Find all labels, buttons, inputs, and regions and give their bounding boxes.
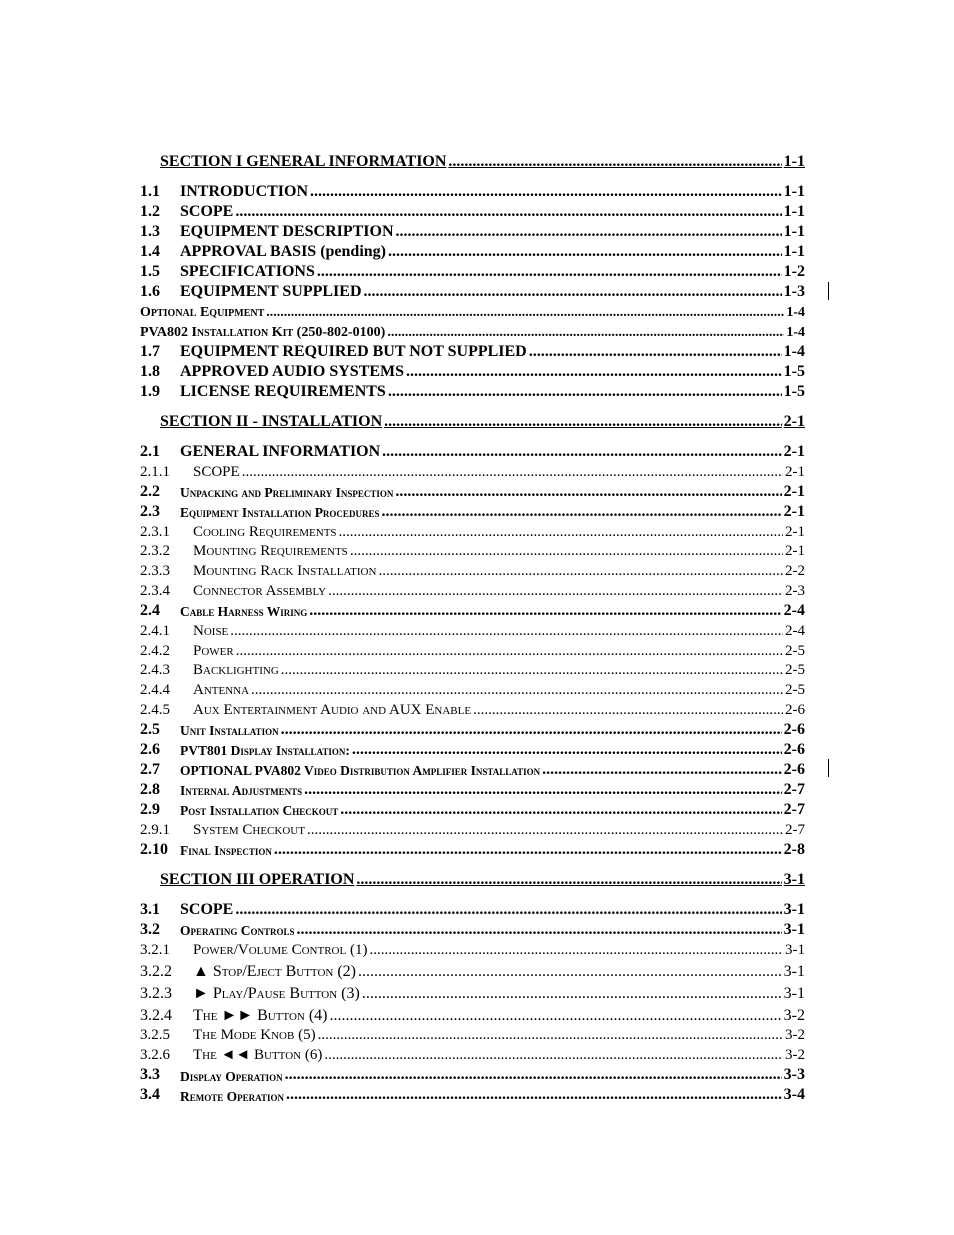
toc-entry-number: 1.4 [140,243,160,260]
toc-entry-page: 1-1 [783,203,805,220]
toc-entry[interactable] [140,320,805,340]
toc-entry-number: 1.6 [140,283,160,300]
toc-entry-page: 1-3 [783,283,805,300]
dot-leader [384,414,782,430]
toc-entry-title: SECTION III OPERATION [160,870,355,888]
toc-entry-number: 2.3.1 [140,523,170,540]
toc-entry[interactable] [140,599,805,619]
toc-entry-number: 2.3.4 [140,582,170,599]
dot-leader [352,742,782,758]
dot-leader [286,1087,782,1103]
toc-entry-page: 2-2 [785,563,805,580]
toc-entry-number: 2.5 [140,720,160,738]
toc-entry-page: 3-1 [783,984,805,1002]
toc-entry-page: 2-6 [783,740,805,758]
dot-leader [318,1028,783,1043]
toc-entry[interactable] [140,410,805,430]
dot-leader [285,1067,782,1083]
toc-entry-page: 1-1 [783,183,805,200]
dot-leader [387,326,784,340]
dot-leader [396,224,782,240]
toc-entry[interactable] [140,818,805,838]
toc-entry[interactable] [140,540,805,560]
toc-entry-title: Final Inspection [180,843,272,859]
toc-entry-page: 3-2 [783,1006,805,1024]
toc-entry-page: 2-1 [785,463,805,480]
toc-entry-page: 2-1 [783,482,805,500]
toc-entry-title: Remote Operation [180,1088,284,1104]
table-of-contents [140,148,805,1103]
toc-entry[interactable] [140,520,805,540]
dot-leader [310,184,782,200]
toc-entry-page: 1-4 [786,305,805,320]
toc-entry[interactable] [140,798,805,818]
toc-entry[interactable] [140,718,805,738]
toc-entry-number: 2.3.2 [140,543,170,560]
dot-leader [274,842,782,858]
toc-entry-title: Cooling Requirements [193,523,337,540]
toc-entry[interactable] [140,1024,805,1044]
toc-entry-page: 3-2 [785,1047,805,1064]
toc-entry-page: 1-1 [783,243,805,260]
toc-entry-page: 2-1 [783,413,805,430]
toc-entry-page: 1-1 [783,153,805,170]
dot-leader [448,154,781,170]
toc-entry-number: 3.2 [140,920,160,938]
toc-entry-number: 2.4 [140,601,160,619]
toc-entry-page: 3-2 [785,1027,805,1044]
dot-leader [317,264,782,280]
toc-entry-title: Equipment Installation Procedures [180,505,380,521]
dot-leader [304,782,782,798]
toc-entry-title: Backlighting [193,662,279,679]
dot-leader [307,823,783,838]
toc-entry-page: 3-1 [783,920,805,938]
toc-entry-title: ► Play/Pause Button (3) [193,984,360,1002]
toc-entry-number: 2.9.1 [140,821,170,838]
dot-leader [542,762,782,778]
dot-leader [296,922,781,938]
toc-entry-title: PVA802 Installation Kit (250-802-0100) [140,325,386,340]
toc-entry-page: 2-6 [785,701,805,718]
toc-entry-page: 2-6 [783,720,805,738]
toc-entry-number: 1.9 [140,383,160,400]
toc-entry-title: Operating Controls [180,923,295,939]
toc-entry-number: 3.2.1 [140,941,170,958]
toc-entry[interactable] [140,898,805,918]
toc-entry-title: SCOPE [193,463,240,480]
toc-entry-page: 3-3 [783,1066,805,1084]
toc-entry-number: 2.4.4 [140,682,170,699]
toc-entry-title: The ►► Button (4) [193,1006,328,1024]
dot-leader [328,584,783,599]
toc-entry-title: Unpacking and Preliminary Inspection [180,485,394,501]
dot-leader [362,986,782,1002]
toc-entry-title: LICENSE REQUIREMENTS [180,383,386,400]
toc-entry-number: 1.8 [140,363,160,380]
toc-entry-number: 3.2.4 [140,1006,172,1024]
toc-entry-title: Internal Adjustments [180,783,303,799]
toc-entry-page: 1-1 [783,223,805,240]
dot-leader [242,465,783,480]
toc-entry-page: 2-6 [783,760,805,778]
toc-entry-page: 3-1 [783,900,805,918]
dot-leader [381,504,781,520]
toc-entry-number: 2.1.1 [140,463,170,480]
toc-entry-title: Unit Installation [180,723,279,739]
toc-entry-number: 3.3 [140,1066,160,1084]
dot-leader [230,624,783,639]
toc-entry[interactable] [140,240,805,260]
dot-leader [378,564,783,579]
toc-entry-page: 2-5 [785,682,805,699]
toc-entry-number: 3.4 [140,1086,160,1104]
toc-entry-number: 2.7 [140,760,160,778]
dot-leader [235,902,781,918]
toc-entry[interactable] [140,280,805,300]
dot-leader [251,683,783,698]
toc-entry-title: System Checkout [193,821,305,838]
toc-entry-title: APPROVED AUDIO SYSTEMS [180,363,405,380]
toc-entry-page: 2-7 [783,780,805,798]
dot-leader [395,484,781,500]
toc-entry[interactable] [140,440,805,460]
toc-entry-number: 2.10 [140,840,168,858]
toc-entry-page: 3-4 [783,1086,805,1104]
toc-entry[interactable] [140,150,805,170]
toc-entry-page: 2-7 [785,821,805,838]
dot-leader [356,872,781,888]
toc-entry-number: 2.4.2 [140,642,170,659]
toc-entry-title: Power/Volume Control (1) [193,941,368,958]
toc-entry[interactable] [140,559,805,579]
toc-entry-title: Mounting Requirements [193,543,348,560]
toc-entry-page: 1-4 [786,325,805,340]
toc-entry-number: 2.3 [140,502,160,520]
toc-entry-page: 2-3 [785,582,805,599]
dot-leader [364,284,782,300]
toc-entry-number: 2.2 [140,482,160,500]
toc-entry-number: 2.9 [140,800,160,818]
toc-entry-number: 2.4.1 [140,622,170,639]
toc-entry-page: 2-4 [783,601,805,619]
toc-entry[interactable] [140,838,805,858]
toc-entry-number: 1.5 [140,263,160,280]
toc-entry-number: 2.6 [140,740,160,758]
toc-entry-title: EQUIPMENT DESCRIPTION [180,223,394,240]
toc-entry[interactable] [140,500,805,520]
toc-entry-page: 3-1 [785,941,805,958]
toc-entry[interactable] [140,260,805,280]
toc-entry-title: Cable Harness Wiring [180,604,308,620]
toc-entry-number: 3.2.3 [140,984,172,1002]
toc-entry[interactable] [140,1043,805,1063]
change-bar [828,282,829,300]
toc-entry-page: 2-5 [785,642,805,659]
toc-entry-page: 1-4 [783,343,805,360]
toc-entry-title: SECTION I GENERAL INFORMATION [160,153,447,170]
dot-leader [236,644,783,659]
toc-entry-page: 2-1 [785,543,805,560]
toc-entry-number: 3.1 [140,900,160,918]
toc-entry-title: Aux Entertainment Audio and AUX Enable [193,701,472,718]
toc-entry-page: 3-1 [783,870,805,888]
toc-entry-page: 2-1 [783,502,805,520]
toc-entry[interactable] [140,778,805,798]
toc-entry[interactable] [140,659,805,679]
toc-entry-title: OPTIONAL PVA802 Video Distribution Amplifier Installation [180,763,541,779]
toc-entry-page: 2-8 [783,840,805,858]
dot-leader [235,204,781,220]
dot-leader [406,364,782,380]
toc-entry[interactable] [140,360,805,380]
toc-entry[interactable] [140,639,805,659]
toc-entry-title: The ◄◄ Button (6) [193,1047,323,1064]
toc-entry-title: EQUIPMENT REQUIRED BUT NOT SUPPLIED [180,343,527,360]
dot-leader [358,964,782,980]
toc-entry-title: Connector Assembly [193,582,327,599]
dot-leader [340,802,781,818]
dot-leader [330,1008,782,1024]
toc-entry[interactable] [140,918,805,938]
toc-entry[interactable] [140,678,805,698]
toc-entry-number: 3.2.6 [140,1047,170,1064]
toc-entry[interactable] [140,958,805,980]
dot-leader [339,525,783,540]
toc-entry[interactable] [140,698,805,718]
toc-entry[interactable] [140,480,805,500]
toc-entry-page: 2-5 [785,662,805,679]
toc-entry[interactable] [140,579,805,599]
toc-entry[interactable] [140,340,805,360]
toc-entry-title: Post Installation Checkout [180,803,339,819]
dot-leader [266,306,784,320]
toc-entry[interactable] [140,758,805,778]
toc-entry-number: 2.4.3 [140,662,170,679]
toc-entry-number: 1.3 [140,223,160,240]
toc-entry[interactable] [140,1002,805,1024]
toc-entry-page: 1-5 [783,383,805,400]
toc-entry-title: ▲ Stop/Eject Button (2) [193,962,356,980]
change-bar [828,759,829,777]
toc-entry[interactable] [140,220,805,240]
toc-entry-title: SPECIFICATIONS [180,263,315,280]
toc-entry[interactable] [140,1083,805,1103]
toc-entry-page: 1-2 [783,263,805,280]
dot-leader [350,544,783,559]
dot-leader [309,603,781,619]
toc-entry-title: PVT801 Display Installation: [180,743,350,759]
toc-entry-title: Noise [193,622,229,639]
toc-entry-page: 1-5 [783,363,805,380]
toc-entry-page: 2-7 [783,800,805,818]
toc-entry-title: The Mode Knob (5) [193,1027,316,1044]
toc-entry-number: 2.3.3 [140,563,170,580]
toc-entry-number: 1.7 [140,343,160,360]
toc-entry-page: 3-1 [783,962,805,980]
toc-entry-number: 1.1 [140,183,160,200]
toc-entry-page: 2-1 [785,523,805,540]
toc-entry[interactable] [140,180,805,200]
dot-leader [388,244,782,260]
toc-entry-title: Display Operation [180,1068,283,1084]
toc-entry-title: Optional Equipment [140,305,265,320]
dot-leader [324,1048,783,1063]
dot-leader [369,943,783,958]
toc-entry[interactable] [140,938,805,958]
dot-leader [529,344,782,360]
toc-entry-number: 1.2 [140,203,160,220]
toc-entry-number: 2.1 [140,443,160,460]
dot-leader [388,384,782,400]
dot-leader [281,722,782,738]
toc-entry[interactable] [140,619,805,639]
toc-entry-number: 3.2.2 [140,962,172,980]
toc-entry-title: Antenna [193,682,250,699]
toc-entry-title: Power [193,642,234,659]
dot-leader [473,703,783,718]
toc-entry[interactable] [140,460,805,480]
toc-entry[interactable] [140,380,805,400]
toc-entry[interactable] [140,300,805,320]
dot-leader [382,444,782,460]
toc-entry-page: 2-4 [785,622,805,639]
toc-entry-number: 2.8 [140,780,160,798]
toc-entry-title: SCOPE [180,203,234,220]
toc-entry-title: SECTION II - INSTALLATION [160,413,383,430]
toc-entry-page: 2-1 [783,443,805,460]
toc-entry[interactable] [140,738,805,758]
toc-entry-number: 2.4.5 [140,701,170,718]
toc-entry-title: Mounting Rack Installation [193,563,377,580]
toc-entry[interactable] [140,1063,805,1083]
toc-entry[interactable] [140,868,805,888]
toc-entry-number: 3.2.5 [140,1027,170,1044]
toc-entry[interactable] [140,980,805,1002]
toc-entry-title: SCOPE [180,900,234,918]
toc-entry-title: GENERAL INFORMATION [180,443,381,460]
dot-leader [281,663,783,678]
toc-entry[interactable] [140,200,805,220]
toc-entry-title: APPROVAL BASIS (pending) [180,243,386,260]
toc-entry-title: INTRODUCTION [180,183,309,200]
toc-entry-title: EQUIPMENT SUPPLIED [180,283,362,300]
